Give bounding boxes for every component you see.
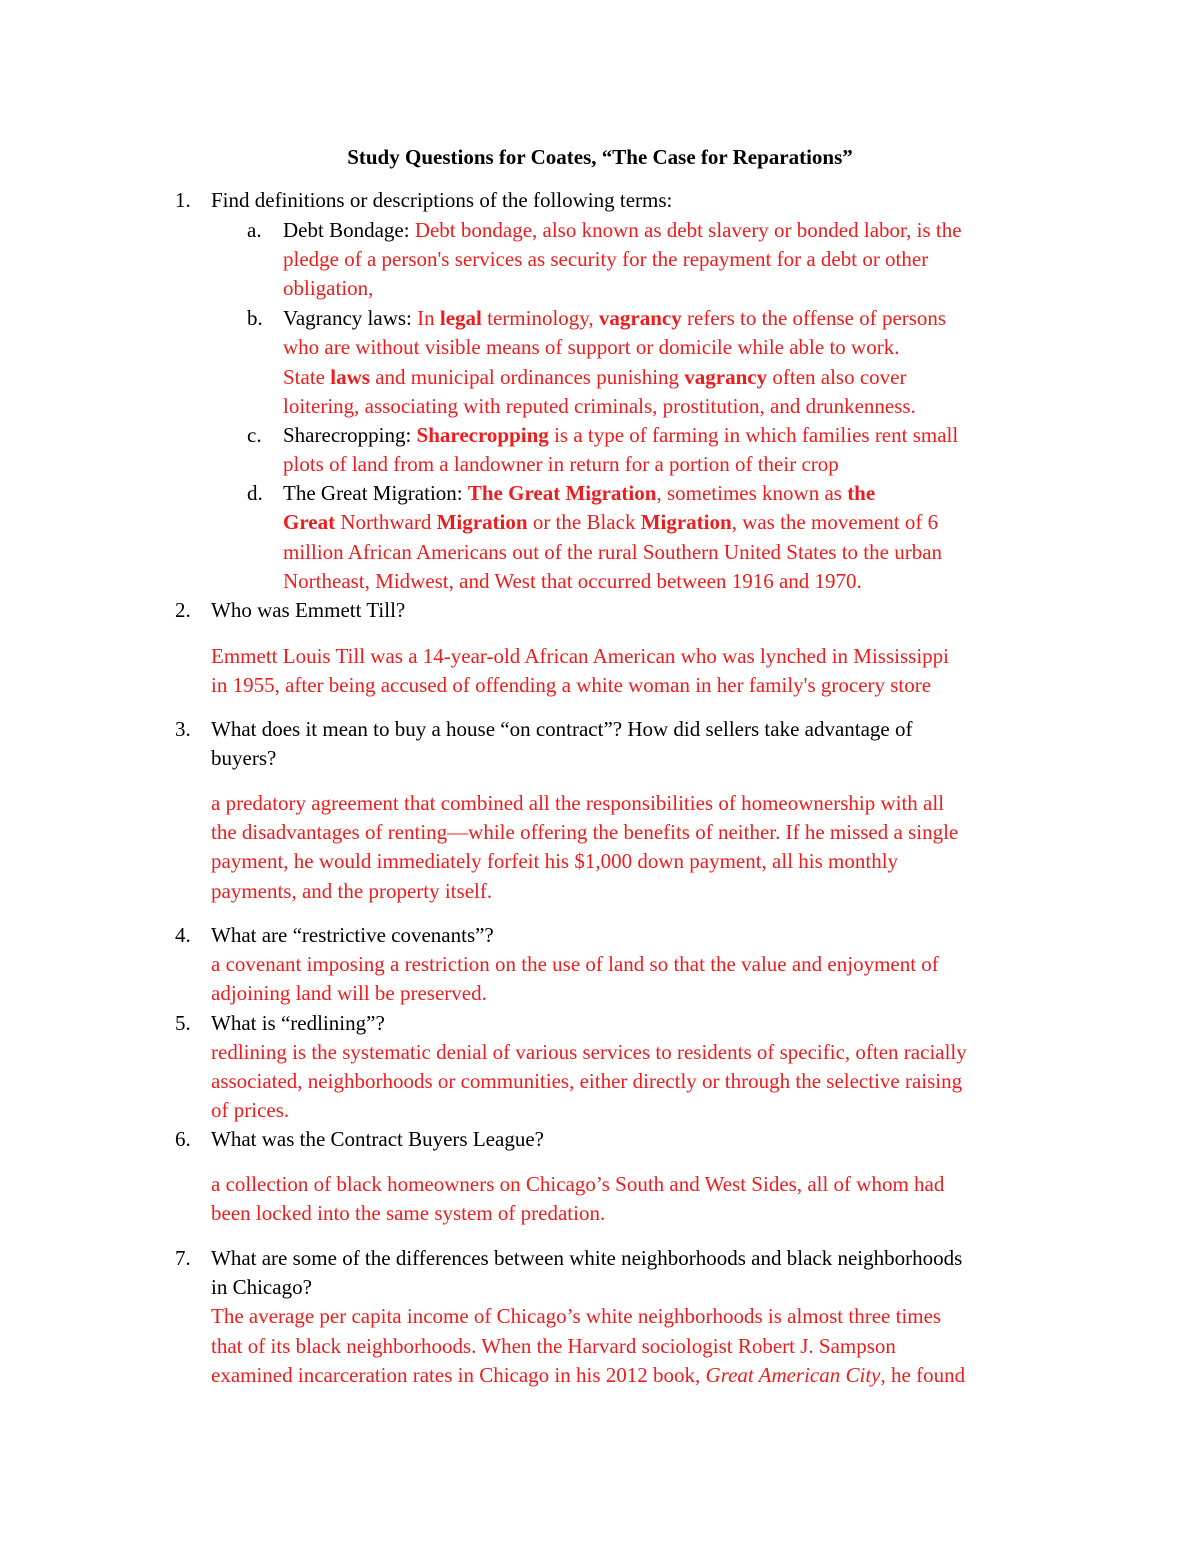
definition-line — [283, 479, 875, 508]
answer-text: payments, and the property itself. — [211, 879, 493, 903]
answer-text: that of its black neighborhoods. When the Harvard sociologist Robert J. Sampson — [211, 1334, 896, 1358]
answer-text: The average per capita income of Chicago’s white neighborhoods is almost three times — [211, 1304, 942, 1328]
question-text: What are some of the differences between white neighborhoods and black neighborhoods — [211, 1246, 963, 1270]
answer-bold: Migration — [640, 510, 732, 534]
definition-line — [283, 421, 958, 450]
answer-text: often also cover — [767, 365, 907, 389]
answer-text: a collection of black homeowners on Chicago’s South and West Sides, all of whom had — [211, 1172, 945, 1196]
answer-text: million African Americans out of the rural Southern United States to the urban — [283, 540, 943, 564]
answer-text: State — [283, 365, 331, 389]
answer-text: payment, he would immediately forfeit his $1,000 down payment, all his monthly — [211, 849, 899, 873]
answer-bold: the — [847, 481, 876, 505]
answer-bold: laws — [330, 365, 370, 389]
answer-text: is a type of farming in which families rent small — [548, 423, 959, 447]
item-letter: d. — [247, 481, 263, 505]
answer-bold: vagrancy — [598, 306, 682, 330]
answer-bold: Sharecropping — [416, 423, 549, 447]
term-label: The Great Migration: — [283, 481, 468, 505]
term-label: Vagrancy laws: — [283, 306, 418, 330]
answer-text: pledge of a person's services as security for the repayment for a debt or other — [283, 247, 929, 271]
answer-text: loitering, associating with reputed criminals, prostitution, and drunkenness. — [283, 394, 916, 418]
answer-text: Northeast, Midwest, and West that occurred between 1916 and 1970. — [283, 569, 862, 593]
question-text: Who was Emmett Till? — [211, 598, 406, 622]
answer-text: of prices. — [211, 1098, 290, 1122]
question-number: 1. — [175, 188, 191, 212]
answer-text: redlining is the systematic denial of various services to residents of specific, often racially — [211, 1040, 967, 1064]
answer-line — [283, 508, 938, 537]
answer-text: the disadvantages of renting—while offering the benefits of neither. If he missed a single — [211, 820, 959, 844]
answer-line — [211, 1361, 965, 1390]
item-letter: b. — [247, 306, 263, 330]
answer-text: and municipal ordinances punishing — [369, 365, 685, 389]
question-number: 3. — [175, 717, 191, 741]
page-title: Study Questions for Coates, “The Case for Reparations” — [347, 145, 853, 169]
question-text: in Chicago? — [211, 1275, 312, 1299]
question-number: 6. — [175, 1127, 191, 1151]
answer-text: been locked into the same system of predation. — [211, 1201, 606, 1225]
answer-bold: The Great Migration — [467, 481, 657, 505]
answer-text: refers to the offense of persons — [681, 306, 947, 330]
question-text: What is “redlining”? — [211, 1011, 385, 1035]
question-text: What was the Contract Buyers League? — [211, 1127, 544, 1151]
answer-bold: legal — [439, 306, 482, 330]
answer-text: , he found — [880, 1363, 966, 1387]
answer-text: in 1955, after being accused of offending a white woman in her family's grocery store — [211, 673, 932, 697]
answer-line — [283, 363, 907, 392]
question-number: 5. — [175, 1011, 191, 1035]
question-number: 4. — [175, 923, 191, 947]
question-text: Find definitions or descriptions of the following terms: — [211, 188, 673, 212]
answer-text: who are without visible means of support or domicile while able to work. — [283, 335, 900, 359]
answer-text: , sometimes known as — [656, 481, 848, 505]
answer-text: In — [417, 306, 440, 330]
answer-text: associated, neighborhoods or communities, either directly or through the selective raising — [211, 1069, 963, 1093]
question-number: 7. — [175, 1246, 191, 1270]
answer-text: examined incarceration rates in Chicago in his 2012 book, — [211, 1363, 706, 1387]
answer-text: a covenant imposing a restriction on the use of land so that the value and enjoyment of — [211, 952, 939, 976]
answer-text: Northward — [335, 510, 437, 534]
answer-bold: Migration — [436, 510, 528, 534]
item-letter: c. — [247, 423, 262, 447]
answer-text: obligation, — [283, 276, 374, 300]
answer-text: , was the movement of 6 — [731, 510, 939, 534]
answer-text: or the Black — [527, 510, 641, 534]
definition-line — [283, 216, 962, 245]
answer-bold: vagrancy — [684, 365, 768, 389]
answer-text: terminology, — [481, 306, 599, 330]
answer-text: Emmett Louis Till was a 14-year-old African American who was lynched in Mississippi — [211, 644, 949, 668]
answer-text: adjoining land will be preserved. — [211, 981, 487, 1005]
answer-text: plots of land from a landowner in return for a portion of their crop — [283, 452, 839, 476]
question-text: What does it mean to buy a house “on contract”? How did sellers take advantage of — [211, 717, 913, 741]
answer-bold: Great — [283, 510, 336, 534]
answer-text: a predatory agreement that combined all the responsibilities of homeownership with all — [211, 791, 945, 815]
definition-line — [283, 304, 946, 333]
answer-text: Debt bondage, also known as debt slavery or bonded labor, is the — [414, 218, 962, 242]
question-number: 2. — [175, 598, 191, 622]
term-label: Debt Bondage: — [283, 218, 415, 242]
question-text: buyers? — [211, 746, 277, 770]
item-letter: a. — [247, 218, 262, 242]
term-label: Sharecropping: — [283, 423, 417, 447]
book-title: Great American City — [705, 1363, 881, 1387]
question-text: What are “restrictive covenants”? — [211, 923, 494, 947]
